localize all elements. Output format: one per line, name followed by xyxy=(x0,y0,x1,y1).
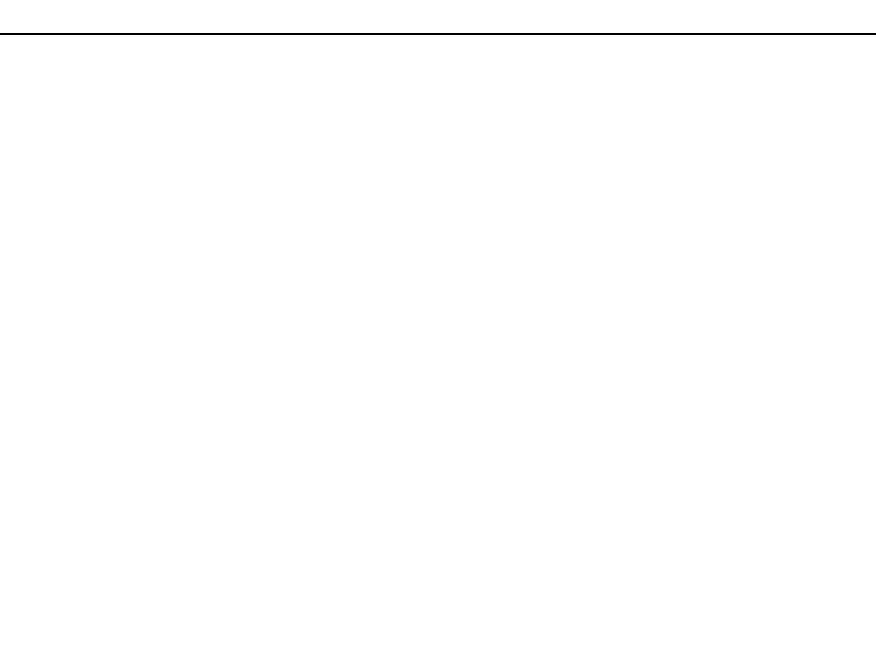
header-row xyxy=(0,34,876,46)
title-row xyxy=(0,0,876,35)
